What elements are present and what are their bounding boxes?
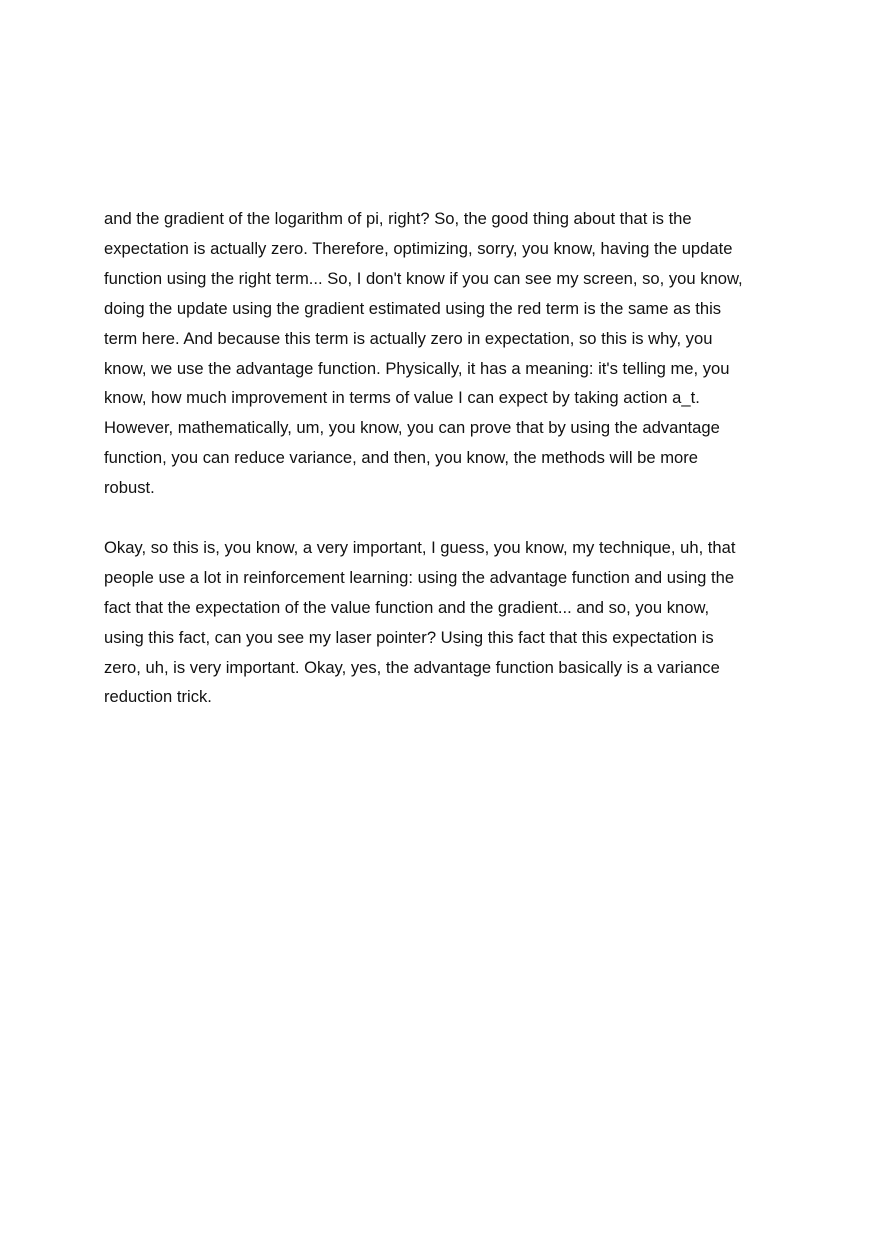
text-line: expectation is actually zero. Therefore, optimizing, sorry, you know, having the update [104,238,733,258]
text-line: know, we use the advantage function. Physically, it has a meaning: it's telling me, you [104,358,730,378]
text-line: doing the update using the gradient estimated using the red term is the same as this [104,298,722,318]
text-line: and the gradient of the logarithm of pi, right? So, the good thing about that is the [104,209,692,228]
text-line: Okay, so this is, you know, a very important, I guess, you know, my technique, uh, that [104,537,736,557]
text-line: using this fact, can you see my laser pointer? Using this fact that this expectation is [104,627,714,647]
document-body [104,204,776,712]
text-line: function, you can reduce variance, and then, you know, the methods will be more [104,448,699,468]
paragraph-1 [104,204,776,503]
text-line: function using the right term... So, I don't know if you can see my screen, so, you know, [104,268,743,288]
paragraph-2 [104,533,776,712]
text-line: However, mathematically, um, you know, you can prove that by using the advantage [104,418,720,438]
text-line: robust. [104,478,155,498]
text-line: zero, uh, is very important. Okay, yes, the advantage function basically is a variance [104,657,720,677]
text-line: people use a lot in reinforcement learning: using the advantage function and using the [104,567,735,587]
text-line: fact that the expectation of the value function and the gradient... and so, you know, [104,597,710,617]
text-line: reduction trick. [104,687,212,707]
text-line: term here. And because this term is actually zero in expectation, so this is why, you [104,328,713,348]
text-line: know, how much improvement in terms of value I can expect by taking action a_t. [104,388,700,408]
